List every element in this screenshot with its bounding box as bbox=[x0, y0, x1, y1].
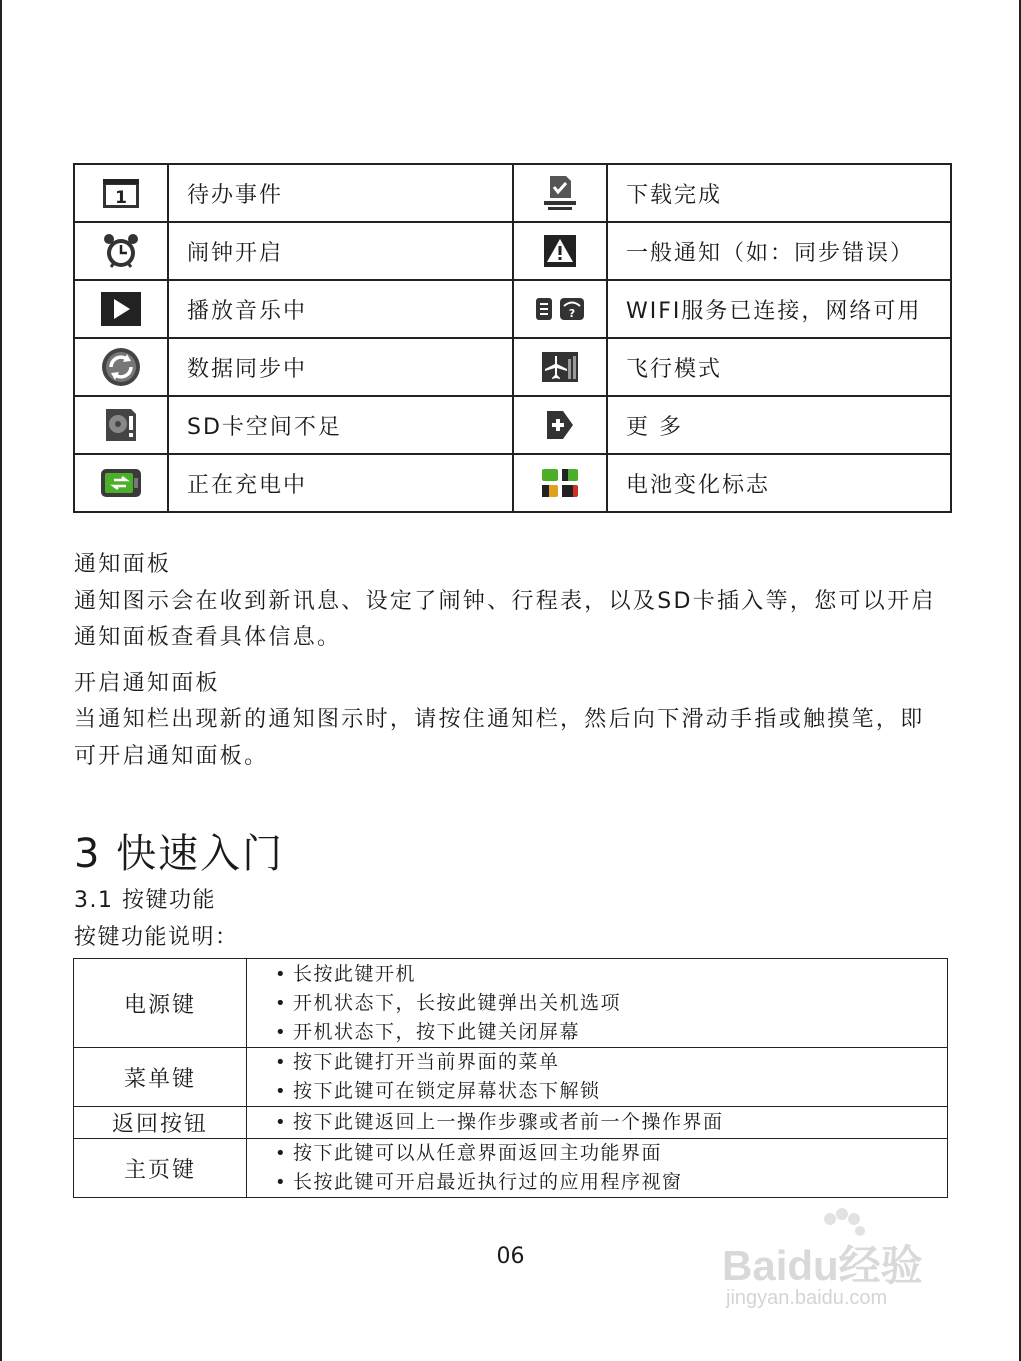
table-row bbox=[74, 396, 951, 454]
chapter-title: 3 快速入门 bbox=[74, 831, 285, 877]
list-item: • 按下此键可以从任意界面返回主功能界面 bbox=[275, 1139, 947, 1168]
table-row bbox=[74, 222, 951, 280]
open-panel-heading: 开启通知面板 bbox=[74, 671, 220, 696]
key-name: 电源键 bbox=[74, 959, 247, 1048]
table-row bbox=[74, 454, 951, 512]
svg-text:?: ? bbox=[568, 307, 576, 320]
open-panel-text: 可开启通知面板。 bbox=[74, 744, 269, 769]
watermark bbox=[722, 1205, 962, 1315]
page-number: 06 bbox=[496, 1244, 525, 1269]
status-label: SD卡空间不足 bbox=[168, 396, 513, 454]
key-function-table bbox=[73, 958, 948, 1198]
list-item: • 开机状态下，长按此键弹出关机选项 bbox=[275, 989, 947, 1018]
warning-icon bbox=[543, 234, 577, 268]
wifi-icon bbox=[534, 296, 586, 322]
play-icon bbox=[100, 291, 142, 327]
table-row bbox=[74, 1048, 948, 1107]
key-name: 返回按钮 bbox=[74, 1107, 247, 1139]
list-item: • 开机状态下，按下此键关闭屏幕 bbox=[275, 1018, 947, 1047]
list-item: • 按下此键可在锁定屏幕状态下解锁 bbox=[275, 1077, 947, 1106]
battery-charging-icon bbox=[100, 468, 142, 498]
page-border-left bbox=[0, 0, 2, 1361]
alarm-clock-icon bbox=[101, 231, 141, 271]
table-row bbox=[74, 1139, 948, 1198]
status-label: 更 多 bbox=[607, 396, 951, 454]
list-item: • 按下此键返回上一操作步骤或者前一个操作界面 bbox=[275, 1108, 947, 1137]
status-label: 待办事件 bbox=[168, 164, 513, 222]
section-title: 3.1 按键功能 bbox=[74, 888, 216, 913]
table-row bbox=[74, 164, 951, 222]
table-row bbox=[74, 280, 951, 338]
status-label: 下载完成 bbox=[607, 164, 951, 222]
svg-text:1: 1 bbox=[115, 188, 127, 208]
key-name: 菜单键 bbox=[74, 1048, 247, 1107]
status-label: 闹钟开启 bbox=[168, 222, 513, 280]
sd-card-warning-icon bbox=[103, 407, 139, 443]
status-label: 一般通知（如：同步错误） bbox=[607, 222, 951, 280]
notification-panel-heading: 通知面板 bbox=[74, 552, 172, 577]
battery-levels-icon bbox=[540, 467, 580, 499]
more-icon bbox=[545, 410, 575, 440]
notification-panel-text: 通知图示会在收到新讯息、设定了闹钟、行程表，以及SD卡插入等，您可以开启 bbox=[74, 589, 936, 614]
list-item: • 长按此键可开启最近执行过的应用程序视窗 bbox=[275, 1168, 947, 1197]
status-label: 正在充电中 bbox=[168, 454, 513, 512]
download-complete-icon bbox=[540, 174, 580, 212]
key-name: 主页键 bbox=[74, 1139, 247, 1198]
status-label: 数据同步中 bbox=[168, 338, 513, 396]
watermark-url: jingyan.baidu.com bbox=[726, 1287, 888, 1309]
table-row bbox=[74, 1107, 948, 1139]
section-description: 按键功能说明： bbox=[74, 925, 239, 950]
open-panel-text: 当通知栏出现新的通知图示时，请按住通知栏，然后向下滑动手指或触摸笔，即 bbox=[74, 707, 925, 732]
status-label: 电池变化标志 bbox=[607, 454, 951, 512]
status-icon-table bbox=[73, 163, 952, 513]
table-row bbox=[74, 338, 951, 396]
notification-panel-text: 通知面板查看具体信息。 bbox=[74, 625, 342, 650]
status-label: 飞行模式 bbox=[607, 338, 951, 396]
list-item: • 按下此键打开当前界面的菜单 bbox=[275, 1048, 947, 1077]
calendar-icon bbox=[101, 176, 141, 210]
list-item: • 长按此键开机 bbox=[275, 960, 947, 989]
status-label: 播放音乐中 bbox=[168, 280, 513, 338]
status-label: WIFI服务已连接，网络可用 bbox=[607, 280, 951, 338]
table-row bbox=[74, 959, 948, 1048]
sync-icon bbox=[100, 346, 142, 388]
watermark-brand: Baidu经验 bbox=[722, 1242, 923, 1289]
airplane-icon bbox=[541, 351, 579, 383]
